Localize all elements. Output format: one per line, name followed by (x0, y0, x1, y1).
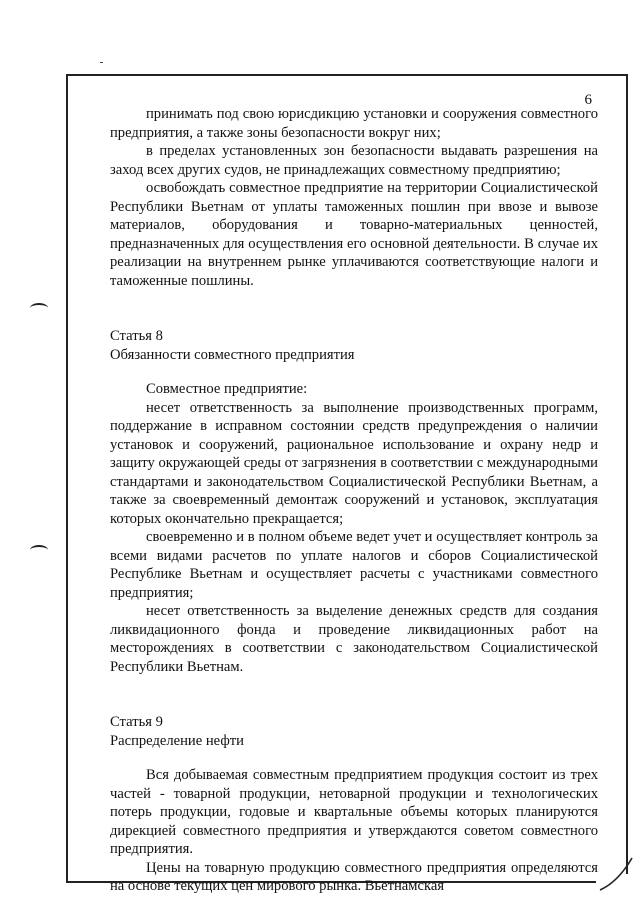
article-9-item: Цены на товарную продукцию совместного предприятия определяются на основе текущих цен мирового рынка. Вьетнамская (110, 859, 598, 894)
article-8-item: несет ответственность за выделение денежных средств для создания ликвидационного фонда и проведение ликвидационных работ на месторождениях в соответствии с законодательством Социалистической Республики Вьетнам. (110, 603, 598, 675)
paragraph: в пределах установленных зон безопасности выдавать разрешения на заход всех других судов, не принадлежащих совместному предприятию; (110, 143, 598, 178)
binding-hole-mark (30, 545, 48, 555)
page-number: 6 (584, 92, 592, 108)
article-9-item: Вся добываемая совместным предприятием продукция состоит из трех частей - товарной продукции, нетоварной продукции и технологических потерь продукции, годовые и квартальные объемы которых планируются дирекцией совместного предприятия и утверждаются советом совместного предприятия. (110, 767, 598, 857)
article-8-title: Обязанности совместного предприятия (110, 346, 355, 363)
paragraph: освобождать совместное предприятие на территории Социалистической Республики Вьетнам от уплаты таможенных пошлин при ввозе и вывозе материалов, оборудования и товарно-материальных ценностей, предназначенных для осуществления его основной деятельности. В случае их реализации на внутреннем рынке уплачиваются соответствующие налоги и таможенные пошлины. (110, 180, 598, 289)
article-8-number: Статья 8 (110, 328, 163, 344)
page-border-right (626, 74, 628, 874)
page-border-top (66, 74, 626, 76)
binding-hole-mark (30, 303, 48, 313)
paragraph: принимать под свою юрисдикцию установки и сооружения совместного предприятия, а также зоны безопасности вокруг них; (110, 106, 598, 141)
article-9-title: Распределение нефти (110, 732, 244, 749)
article-8-item: несет ответственность за выполнение производственных программ, поддержание в исправном состоянии средств предупреждения о наличии установок и сооружений, рациональное использование и охрану недр и защиту окружающей среды от загрязнения в соответствии с международными стандартами и законодательством Социалистической Республики Вьетнам, а также за своевременный демонтаж сооружений и установок, эксплуатация которых окончательно прекращается; (110, 399, 598, 527)
corner-curl (596, 852, 636, 892)
article-8-intro: Совместное предприятие: (146, 381, 308, 397)
article-9-number: Статья 9 (110, 714, 163, 730)
document-body (110, 105, 598, 896)
page-border-left (66, 74, 68, 882)
scan-speck (100, 62, 103, 63)
article-8-item: своевременно и в полном объеме ведет учет и осуществляет контроль за всеми видами расчетов по уплате налогов и сборов Социалистической Республике Вьетнам и осуществляет расчеты с участниками совместного предприятия; (110, 529, 598, 601)
